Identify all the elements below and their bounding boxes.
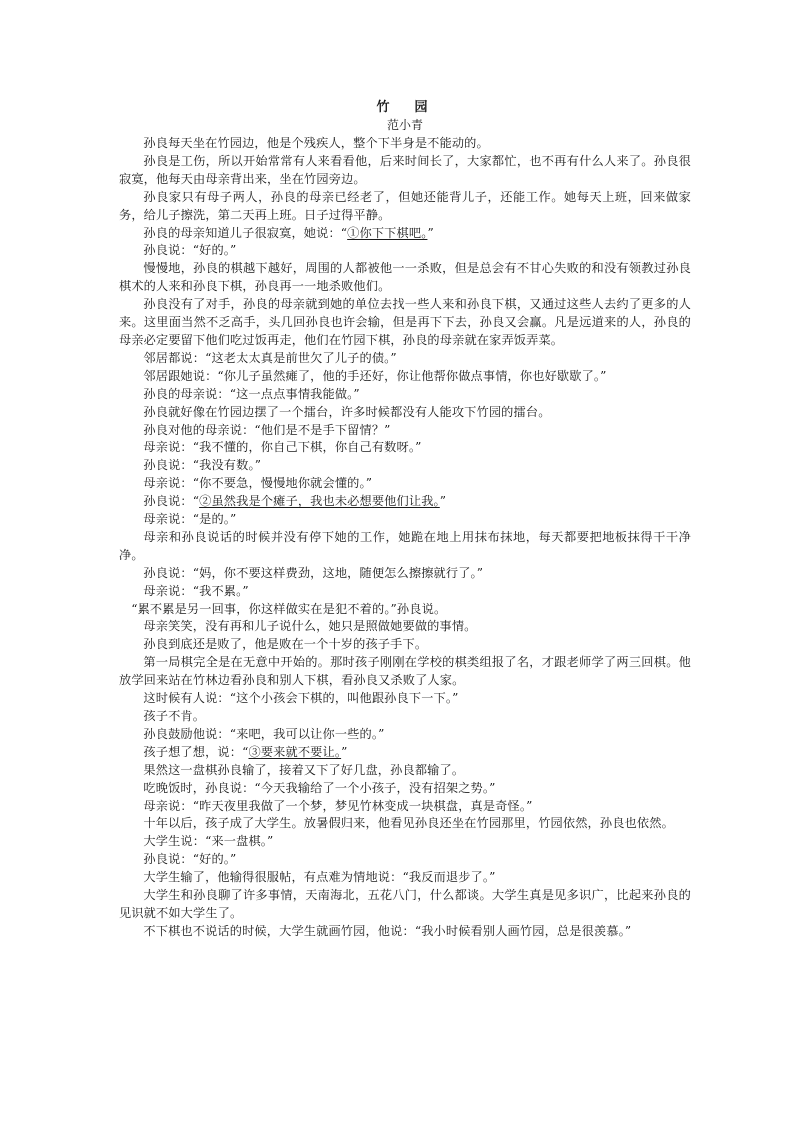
paragraph: 母亲笑笑，没有再和儿子说什么，她只是照做她要做的事情。: [143, 619, 477, 634]
paragraph: “累不累是另一回事，你这样做实在是犯不着的。”孙良说。: [131, 601, 447, 616]
paragraph-list: [119, 135, 691, 941]
paragraph: 果然这一盘棋孙良输了，接着又下了好几盘，孙良都输了。: [143, 762, 465, 777]
paragraph: 孙良鼓励他说：“来吧，我可以让你一些的。”: [143, 726, 385, 741]
paragraph: 第一局棋完全是在无意中开始的。那时孩子刚刚在学校的棋类组报了名，才跟老师学了两三回棋。他放学回来站在竹林边看孙良和别人下棋，看孙良又杀败了人家。: [119, 655, 691, 688]
paragraph: 孙良说：“好的。”: [143, 852, 237, 867]
paragraph-text: 孩子想了想，说：“: [143, 744, 249, 759]
paragraph: 孩子不肯。: [143, 709, 206, 723]
paragraph: 吃晚饭时，孙良说：“今天我输给了一个小孩子，没有招架之势。”: [143, 780, 496, 795]
paragraph-text: ”: [427, 225, 434, 240]
paragraph: 母亲说：“昨天夜里我做了一个梦，梦见竹林变成一块棋盘，真是奇怪。”: [143, 798, 533, 813]
paragraph: 母亲和孙良说话的时候并没有停下她的工作，她跪在地上用抹布抹地，每天都要把地板抹得干干净净。: [119, 529, 691, 562]
paragraph: 孙良每天坐在竹园边，他是个残疾人，整个下半身是不能动的。: [143, 136, 489, 150]
paragraph: [119, 225, 691, 243]
paragraph: 十年以后，孩子成了大学生。放暑假归来，他看见孙良还坐在竹园那里，竹园依然，孙良也依然。: [143, 816, 674, 831]
article-body: [119, 98, 691, 941]
underlined-sentence: ②虽然我是个瘫子，我也未必想要他们让我。: [199, 494, 440, 509]
paragraph: [119, 493, 691, 511]
paragraph: 孙良说：“妈，你不要这样费劲，这地，随便怎么擦擦就行了。”: [143, 565, 484, 580]
paragraph: 大学生和孙良聊了许多事情，天南海北，五花八门，什么都谈。大学生真是见多识广，比起来孙良的见识就不如大学生了。: [119, 888, 691, 920]
paragraph-text: ”: [341, 744, 348, 759]
paragraph: 邻居都说：“这老太太真是前世欠了儿子的债。”: [143, 350, 397, 365]
paragraph: 孙良就好像在竹园边摆了一个擂台，许多时候都没有人能攻下竹园的擂台。: [143, 404, 551, 419]
paragraph: 孙良说：“我没有数。”: [143, 458, 262, 473]
paragraph: 孙良没有了对手，孙良的母亲就到她的单位去找一些人来和孙良下棋，又通过这些人去约了更多的人来。这里面当然不乏高手，头几回孙良也许会输，但是再下下去，孙良又会赢。凡是远道来的人，孙良的母亲必定要留下他们吃过饭再走，他们在竹园下棋，孙良的母亲就在家弄饭弄菜。: [119, 297, 691, 347]
paragraph: 母亲说：“我不累。”: [143, 583, 249, 598]
paragraph: 不下棋也不说话的时候，大学生就画竹园，他说：“我小时候看别人画竹园，总是很羡慕。”: [143, 923, 632, 938]
underlined-sentence: ③要来就不要让。: [248, 744, 342, 759]
paragraph-text: 孙良的母亲知道儿子很寂寞，她说：“: [143, 225, 348, 240]
paragraph: 孙良的母亲说：“这一点点事情我能做。”: [143, 386, 360, 401]
underlined-sentence: ①你下下棋吧。: [347, 225, 428, 240]
paragraph: 慢慢地，孙良的棋越下越好，周围的人都被他一一杀败，但是总会有不甘心失败的和没有领教过孙良棋术的人来和孙良下棋，孙良再一一地杀败他们。: [119, 261, 691, 294]
paragraph: 孙良是工伤，所以开始常常有人来看看他，后来时间长了，大家都忙，也不再有什么人来了。孙良很寂寞，他每天由母亲背出来，坐在竹园旁边。: [119, 153, 691, 186]
paragraph: [119, 744, 691, 762]
paragraph: 孙良家只有母子两人，孙良的母亲已经老了，但她还能背儿子，还能工作。她每天上班，回来做家务，给儿子擦洗，第二天再上班。日子过得平静。: [119, 189, 691, 222]
paragraph: 孙良对他的母亲说：“他们是不是手下留情？”: [143, 422, 391, 437]
paragraph-text: ”: [439, 494, 447, 509]
article-title: 竹 园: [376, 100, 434, 115]
paragraph: 孙良到底还是败了，他是败在一个十岁的孩子手下。: [143, 637, 428, 652]
paragraph: 母亲说：“你不要急，慢慢地你就会懂的。”: [143, 476, 373, 491]
paragraph: 大学生输了，他输得很服帖，有点难为情地说：“我反而退步了。”: [143, 870, 496, 885]
paragraph: 母亲说：“是的。”: [143, 512, 237, 527]
paragraph: 母亲说：“我不懂的，你自己下棋，你自己有数呀。”: [143, 440, 422, 455]
article-author: 范小青: [386, 118, 423, 132]
paragraph: 这时候有人说：“这个小孩会下棋的，叫他跟孙良下一下。”: [143, 691, 459, 706]
paragraph: 邻居跟她说：“你儿子虽然瘫了，他的手还好，你让他帮你做点事情，你也好歇歇了。”: [143, 368, 607, 383]
paragraph: 孙良说：“好的。”: [143, 243, 237, 258]
paragraph: 大学生说：“来一盘棋。”: [143, 834, 274, 849]
paragraph-text: 孙良说：“: [143, 494, 200, 509]
